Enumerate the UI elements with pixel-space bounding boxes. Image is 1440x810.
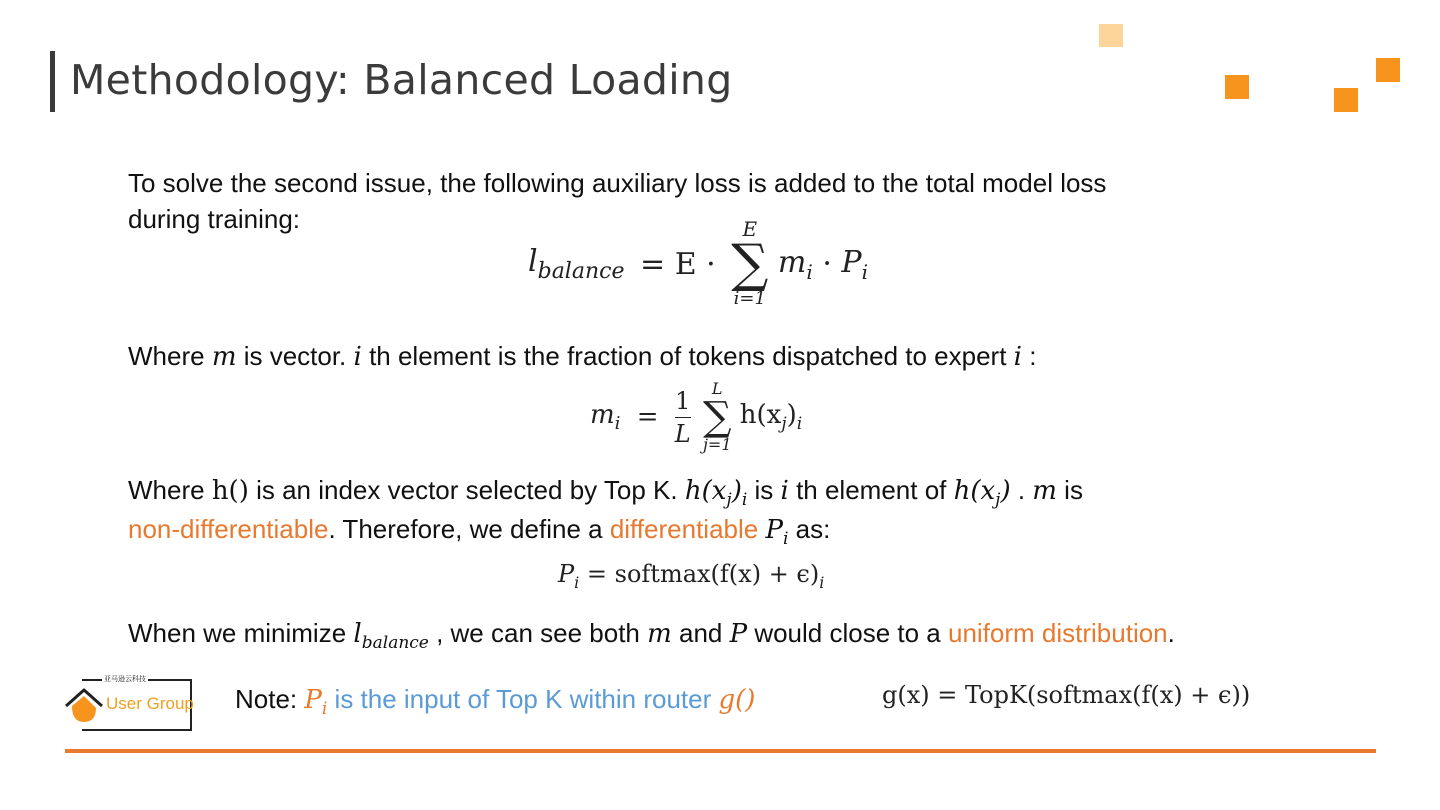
formula-balance-loss: $l_{balance} = E$ · E ∑ i=1 $m_i \cdot P_i$ <box>528 217 868 309</box>
formula-m-fraction: $m_i$ = $\frac{1}{L}$ L ∑ j=1 $h(x_j)_i$ <box>590 379 803 454</box>
decor-square-2 <box>1334 88 1358 112</box>
house-icon <box>62 686 108 726</box>
decor-square-3 <box>1376 58 1400 82</box>
user-group-logo <box>62 676 194 732</box>
paragraph-3: Where h() is an index vector selected by Top K. $h(x_j)_i$ is i th element of $h(x_j)$ . m is <box>128 475 1083 511</box>
note-line: Note: $P_i$ is the input of Top K within router g() <box>235 684 756 720</box>
title-accent-bar <box>50 51 55 112</box>
decor-square-light <box>1099 24 1123 47</box>
paragraph-1-line-1: To solve the second issue, the following auxiliary loss is added to the total model loss <box>128 168 1107 198</box>
paragraph-5: When we minimize $l_{balance}$ , we can see both m and P would close to a uniform distribution. <box>128 618 1175 654</box>
slide-title: Methodology: Balanced Loading <box>70 56 733 104</box>
logo-text: User Group <box>106 694 194 713</box>
formula-router-g: g(x) = TopK(softmax(f(x) + ϵ)) <box>882 681 1251 709</box>
paragraph-2: Where m is vector. i th element is the fraction of tokens dispatched to expert i : <box>128 341 1037 372</box>
logo-top-text: 亚马逊云科技 <box>104 675 146 683</box>
paragraph-4: non-differentiable. Therefore, we define a differentiable $P_i$ as: <box>128 514 831 550</box>
decor-square-1 <box>1225 75 1249 99</box>
bottom-accent-line <box>65 749 1376 753</box>
paragraph-1-line-2: during training: <box>128 204 300 234</box>
formula-softmax: $P_i$ = softmax(f(x) + $\epsilon)_i$ <box>558 560 825 592</box>
